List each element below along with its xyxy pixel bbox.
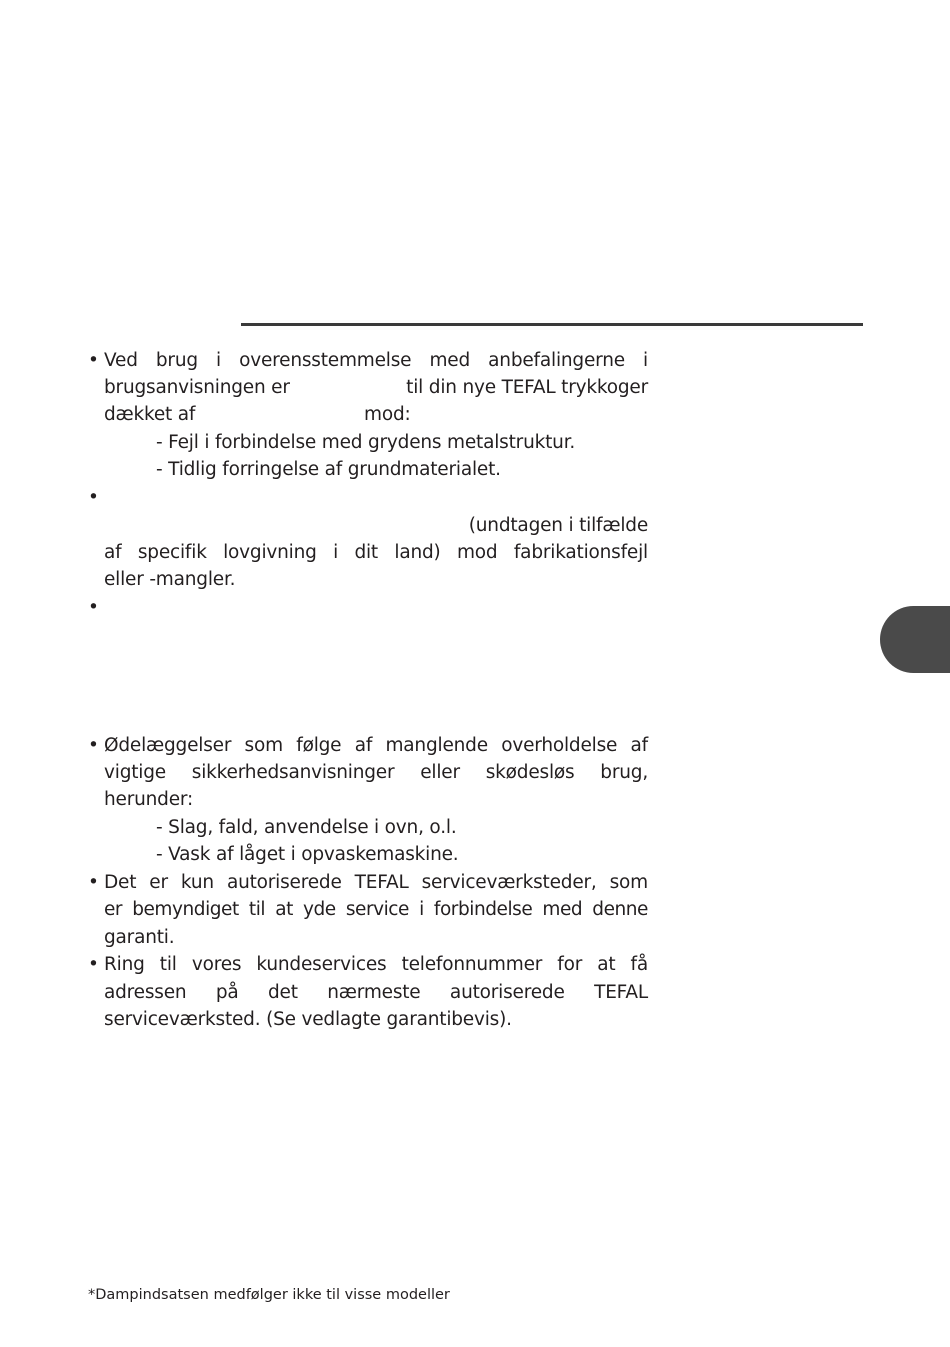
page-edge-tab <box>880 606 950 673</box>
paragraph-line: serviceværksted. (Se vedlagte garantibevis). <box>104 1009 512 1030</box>
bullet-marker: • <box>88 735 99 756</box>
paragraph-line: adressen på det nærmeste autoriserede TEFAL <box>104 982 648 1003</box>
paragraph-line: er bemyndiget til at yde service i forbindelse med denne <box>104 899 648 920</box>
paragraph-line: herunder: <box>104 789 194 810</box>
bullet-marker: • <box>88 872 99 893</box>
paragraph-line: Det er kun autoriserede TEFAL serviceværksteder, som <box>104 872 648 893</box>
paragraph-line: af specifik lovgivning i dit land) mod fabrikationsfejl <box>104 542 648 563</box>
paragraph-line: Ring til vores kundeservices telefonnummer for at få <box>104 954 648 975</box>
paragraph-line: (undtagen i tilfælde <box>468 515 648 536</box>
list-item: - Vask af låget i opvaskemaskine. <box>156 844 459 865</box>
paragraph-line: eller -mangler. <box>104 569 236 590</box>
text-fragment: til din nye TEFAL trykkoger <box>406 377 648 398</box>
list-item: - Tidlig forringelse af grundmaterialet. <box>156 459 501 480</box>
section-divider <box>241 323 863 326</box>
text-fragment: dækket af <box>104 404 196 425</box>
paragraph-line: Ødelæggelser som følge af manglende overholdelse af <box>104 735 648 756</box>
paragraph-line <box>104 401 648 428</box>
text-fragment: brugsanvisningen er <box>104 377 290 398</box>
list-item: - Slag, fald, anvendelse i ovn, o.l. <box>156 817 457 838</box>
paragraph-line: Ved brug i overensstemmelse med anbefalingerne i <box>104 350 648 371</box>
list-item: - Fejl i forbindelse med grydens metalstruktur. <box>156 432 576 453</box>
paragraph-line <box>104 374 648 401</box>
bullet-marker: • <box>88 597 99 618</box>
bullet-marker: • <box>88 487 99 508</box>
text-fragment: mod: <box>364 404 411 425</box>
paragraph-line: garanti. <box>104 927 175 948</box>
paragraph-line: vigtige sikkerhedsanvisninger eller skødesløs brug, <box>104 762 648 783</box>
bullet-marker: • <box>88 954 99 975</box>
bullet-marker: • <box>88 350 99 371</box>
footnote: *Dampindsatsen medfølger ikke til visse modeller <box>88 1287 450 1303</box>
